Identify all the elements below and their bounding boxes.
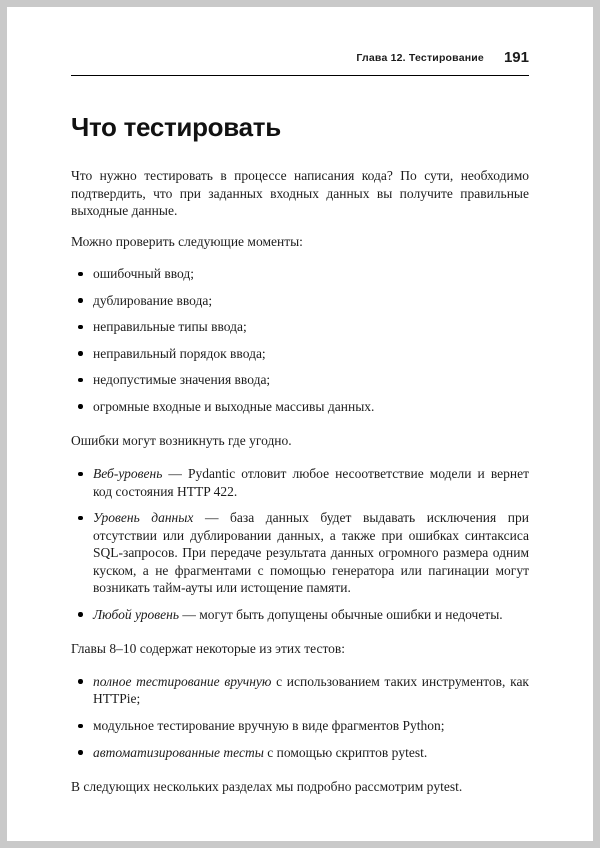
bullet-icon bbox=[78, 750, 83, 755]
check-intro-paragraph: Можно проверить следующие моменты: bbox=[71, 233, 303, 249]
running-title: Глава 12. Тестирование bbox=[356, 51, 484, 64]
bullet-icon bbox=[78, 272, 83, 277]
list-item-text: дублирование ввода; bbox=[93, 292, 213, 308]
list-item-text: — Pydantic отловит любое несоответствие модели и вернет код состояния HTTP 422. bbox=[93, 466, 529, 499]
list-item bbox=[71, 509, 529, 597]
levels-list bbox=[71, 465, 529, 623]
list-item bbox=[71, 465, 529, 500]
bullet-icon bbox=[78, 351, 83, 356]
bullet-icon bbox=[78, 472, 83, 477]
list-item bbox=[71, 371, 529, 389]
list-item-term: Веб-уровень bbox=[93, 466, 163, 482]
page-header bbox=[71, 49, 529, 76]
bullet-icon bbox=[78, 298, 83, 303]
list-item-term: Уровень данных bbox=[93, 510, 194, 526]
list-item-term: Любой уровень bbox=[93, 606, 179, 622]
list-item-text: недопустимые значения ввода; bbox=[93, 372, 271, 388]
book-page bbox=[7, 7, 593, 841]
list-item-term: автоматизированные тесты bbox=[93, 744, 264, 760]
list-item bbox=[71, 606, 529, 624]
section-title: Что тестировать bbox=[71, 112, 281, 142]
list-item bbox=[71, 318, 529, 336]
list-item-text: — база данных будет выдавать исключения при отсутствии или дублировании данных, а также при ошибках синтаксиса SQL-запросов. При передаче результата данных огромного размера одним куском, а не фрагментами с помощью генератора или пагинации могут возникать тайм-ауты или истощение памяти. bbox=[93, 510, 529, 596]
intro-paragraph: Что нужно тестировать в процессе написания кода? По сути, необходимо подтвердить, что при заданных входных данных вы получите правильные выходные данные. bbox=[71, 168, 529, 219]
bullet-icon bbox=[78, 516, 83, 521]
tests-list bbox=[71, 673, 529, 761]
list-item-text: огромные входные и выходные массивы данных. bbox=[93, 398, 375, 414]
errors-paragraph: Ошибки могут возникнуть где угодно. bbox=[71, 433, 292, 449]
closing-paragraph: В следующих нескольких разделах мы подробно рассмотрим pytest. bbox=[71, 779, 463, 795]
list-item-text: ошибочный ввод; bbox=[93, 266, 194, 282]
list-item bbox=[71, 265, 529, 283]
list-item-text: неправильный порядок ввода; bbox=[93, 345, 266, 361]
list-item bbox=[71, 398, 529, 416]
list-item bbox=[71, 292, 529, 310]
list-item bbox=[71, 717, 529, 735]
list-item-text: неправильные типы ввода; bbox=[93, 319, 247, 335]
list-item-text: с помощью скриптов pytest. bbox=[263, 744, 428, 760]
list-item-text: модульное тестирование вручную в виде фрагментов Python; bbox=[93, 718, 445, 734]
list-item-term: полное тестирование вручную bbox=[93, 673, 272, 689]
bullet-icon bbox=[78, 612, 83, 617]
bullet-icon bbox=[78, 325, 83, 330]
list-item-text: — могут быть допущены обычные ошибки и недочеты. bbox=[178, 606, 503, 622]
list-item bbox=[71, 345, 529, 363]
checks-list bbox=[71, 265, 529, 415]
chapters-paragraph: Главы 8–10 содержат некоторые из этих тестов: bbox=[71, 641, 346, 657]
bullet-icon bbox=[78, 724, 83, 729]
bullet-icon bbox=[78, 679, 83, 684]
list-item bbox=[71, 744, 529, 762]
list-item-text: с использованием таких инструментов, как HTTPie; bbox=[93, 673, 529, 707]
page-number: 191 bbox=[503, 49, 529, 66]
list-item bbox=[71, 673, 529, 708]
bullet-icon bbox=[78, 404, 83, 409]
bullet-icon bbox=[78, 378, 83, 383]
